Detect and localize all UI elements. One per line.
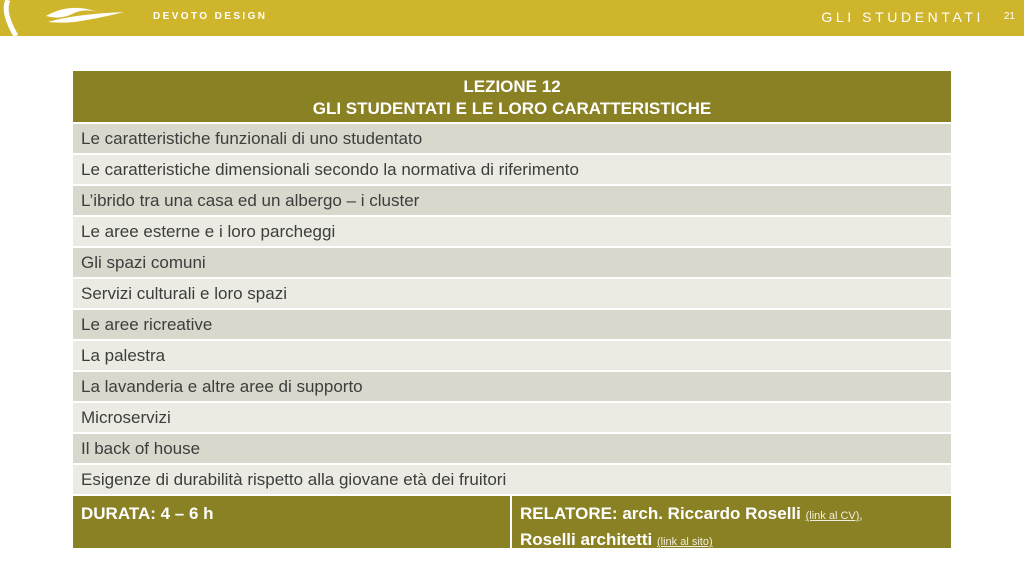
table-row: Il back of house: [73, 434, 951, 465]
table-row: La palestra: [73, 341, 951, 372]
table-row: Esigenze di durabilità rispetto alla giovane età dei fruitori: [73, 465, 951, 496]
table-row: Le caratteristiche dimensionali secondo la normativa di riferimento: [73, 155, 951, 186]
lesson-title: GLI STUDENTATI E LE LORO CARATTERISTICHE: [312, 99, 712, 118]
top-bar: [0, 0, 1024, 36]
lesson-table: [73, 71, 951, 548]
firm-name: Roselli architetti: [520, 530, 653, 549]
table-row: Le aree esterne e i loro parcheggi: [73, 217, 951, 248]
table-row: Le aree ricreative: [73, 310, 951, 341]
speaker-cell: [512, 496, 951, 548]
section-title: GLI STUDENTATI: [821, 9, 984, 25]
table-row: Servizi culturali e loro spazi: [73, 279, 951, 310]
table-row: Le caratteristiche funzionali di uno studentato: [73, 124, 951, 155]
wave-logo-icon: [0, 0, 140, 36]
duration-text: DURATA: 4 – 6 h: [81, 504, 214, 523]
table-row: Gli spazi comuni: [73, 248, 951, 279]
table-row: L’ibrido tra una casa ed un albergo – i cluster: [73, 186, 951, 217]
table-footer: [73, 496, 951, 548]
link-separator: ,: [859, 510, 863, 522]
cv-link[interactable]: (link al CV): [805, 510, 860, 522]
page-number: 21: [1003, 11, 1015, 22]
speaker-text: RELATORE: arch. Riccardo Roselli: [520, 504, 801, 523]
table-row: La lavanderia e altre aree di supporto: [73, 372, 951, 403]
duration-cell: [73, 496, 512, 548]
table-header: [73, 71, 951, 124]
table-row: Microservizi: [73, 403, 951, 434]
site-link[interactable]: (link al sito): [657, 536, 713, 548]
lesson-number: LEZIONE 12: [463, 77, 561, 96]
brand-name: DEVOTO DESIGN: [153, 11, 268, 22]
